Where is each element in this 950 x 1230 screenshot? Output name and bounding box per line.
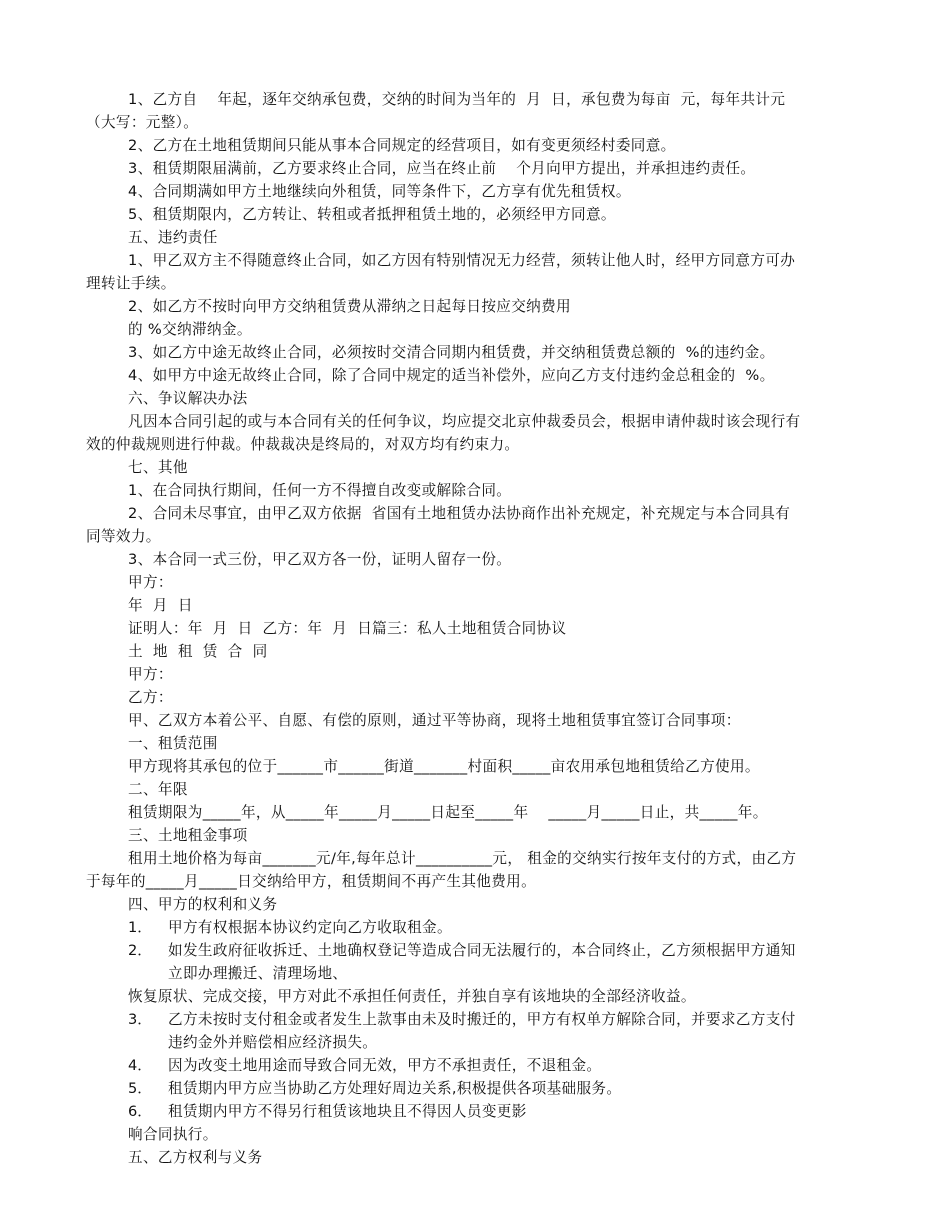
clause-line: 2、合同未尽事宜，由甲乙双方依据 省国有土地租赁办法协商作出补充规定，补充规定与本合同具有 [128,505,791,522]
clause-line: 同等效力。 [86,528,161,545]
clause-line: 凡因本合同引起的或与本合同有关的任何争议，均应提交北京仲裁委员会，根据申请仲裁时该会现行有 [128,413,801,430]
clause-line: 5、租赁期限内，乙方转让、转租或者抵押租赁土地的，必须经甲方同意。 [128,206,616,223]
clause-line: 恢复原状、完成交接，甲方对此不承担任何责任，并独自享有该地块的全部经济收益。 [128,988,696,1005]
clause-line: 如发生政府征收拆迁、土地确权登记等造成合同无法履行的，本合同终止，乙方须根据甲方通知 [168,942,796,959]
clause-line: 于每年的_____月_____日交纳给甲方，租赁期间不再产生其他费用。 [86,873,537,890]
clause-line: 的 %交纳滞纳金。 [128,321,252,338]
clause-line: 1、在合同执行期间，任何一方不得擅自改变或解除合同。 [128,482,512,499]
clause-line: 租用土地价格为每亩_______元/年,每年总计__________元， 租金的交纳实行按年支付的方式，由乙方 [128,850,797,867]
clause-line: 理转让手续。 [86,275,176,292]
item-number: 2． [128,942,152,959]
clause-line: 1、乙方自 年起，逐年交纳承包费，交纳的时间为当年的 月 日，承包费为每亩 元，每年共计元 [128,91,786,108]
section-heading: 三、土地租金事项 [128,827,248,844]
signature-line: 甲方： [128,574,173,591]
item-number: 4． [128,1057,152,1074]
section-heading: 五、乙方权利与义务 [128,1149,263,1166]
clause-line: 甲方有权根据本协议约定向乙方收取租金。 [168,919,452,936]
clause-line: 4、合同期满如甲方土地继续向外租赁，同等条件下，乙方享有优先租赁权。 [128,183,631,200]
clause-line: 甲方现将其承包的位于______市______街道_______村面积_____亩农用承包地租赁给乙方使用。 [128,758,760,775]
clause-line: 1、甲乙双方主不得随意终止合同，如乙方因有特别情况无力经营，须转让他人时，经甲方同意方可办 [128,252,796,269]
item-number: 5． [128,1080,152,1097]
clause-line: 违约金外并赔偿相应经济损失。 [168,1034,378,1051]
clause-line: 3、如乙方中途无故终止合同，必须按时交清合同期内租赁费，并交纳租赁费总额的 %的违约金。 [128,344,775,361]
section-heading: 五、违约责任 [128,229,218,246]
party-line: 乙方： [128,689,173,706]
clause-line: 租赁期内甲方不得另行租赁该地块且不得因人员变更影 [168,1103,527,1120]
contract-title: 土 地 租 赁 合 同 [128,643,268,660]
section-heading: 六、争议解决办法 [128,390,248,407]
item-number: 1． [128,919,152,936]
section-heading: 一、租赁范围 [128,735,218,752]
section-heading: 四、甲方的权利和义务 [128,896,278,913]
clause-line: 立即办理搬迁、清理场地、 [168,965,348,982]
clause-line: 效的仲裁规则进行仲裁。仲裁裁决是终局的，对双方均有约束力。 [86,436,520,453]
clause-line: 甲、乙双方本着公平、自愿、有偿的原则，通过平等协商，现将土地租赁事宜签订合同事项： [128,712,741,729]
party-line: 甲方： [128,666,173,683]
item-number: 6． [128,1103,152,1120]
clause-line: 3、本合同一式三份，甲乙双方各一份，证明人留存一份。 [128,551,512,568]
date-line: 年 月 日 [128,597,193,614]
item-number: 3． [128,1011,152,1028]
clause-line: （大写：元整）。 [86,114,199,131]
clause-line: 因为改变土地用途而导致合同无效，甲方不承担责任，不退租金。 [168,1057,602,1074]
clause-line: 响合同执行。 [128,1126,218,1143]
clause-line: 2、如乙方不按时向甲方交纳租赁费从滞纳之日起每日按应交纳费用 [128,298,572,315]
clause-line: 租赁期限为_____年，从_____年_____月_____日起至_____年 _____月_____日止，共_____年。 [128,804,768,821]
clause-line: 乙方未按时支付租金或者发生上款事由未及时搬迁的，甲方有权单方解除合同，并要求乙方支付 [168,1011,796,1028]
clause-line: 2、乙方在土地租赁期间只能从事本合同规定的经营项目，如有变更须经村委同意。 [128,137,676,154]
signature-line: 证明人：年 月 日 乙方：年 月 日篇三：私人土地租赁合同协议 [128,620,567,637]
section-heading: 七、其他 [128,459,188,476]
clause-line: 租赁期内甲方应当协助乙方处理好周边关系,积极提供各项基础服务。 [168,1080,622,1097]
clause-line: 3、租赁期限届满前，乙方要求终止合同，应当在终止前 个月向甲方提出，并承担违约责任。 [128,160,756,177]
section-heading: 二、年限 [128,781,188,798]
clause-line: 4、如甲方中途无故终止合同，除了合同中规定的适当补偿外，应向乙方支付违约金总租金的 %。 [128,367,775,384]
